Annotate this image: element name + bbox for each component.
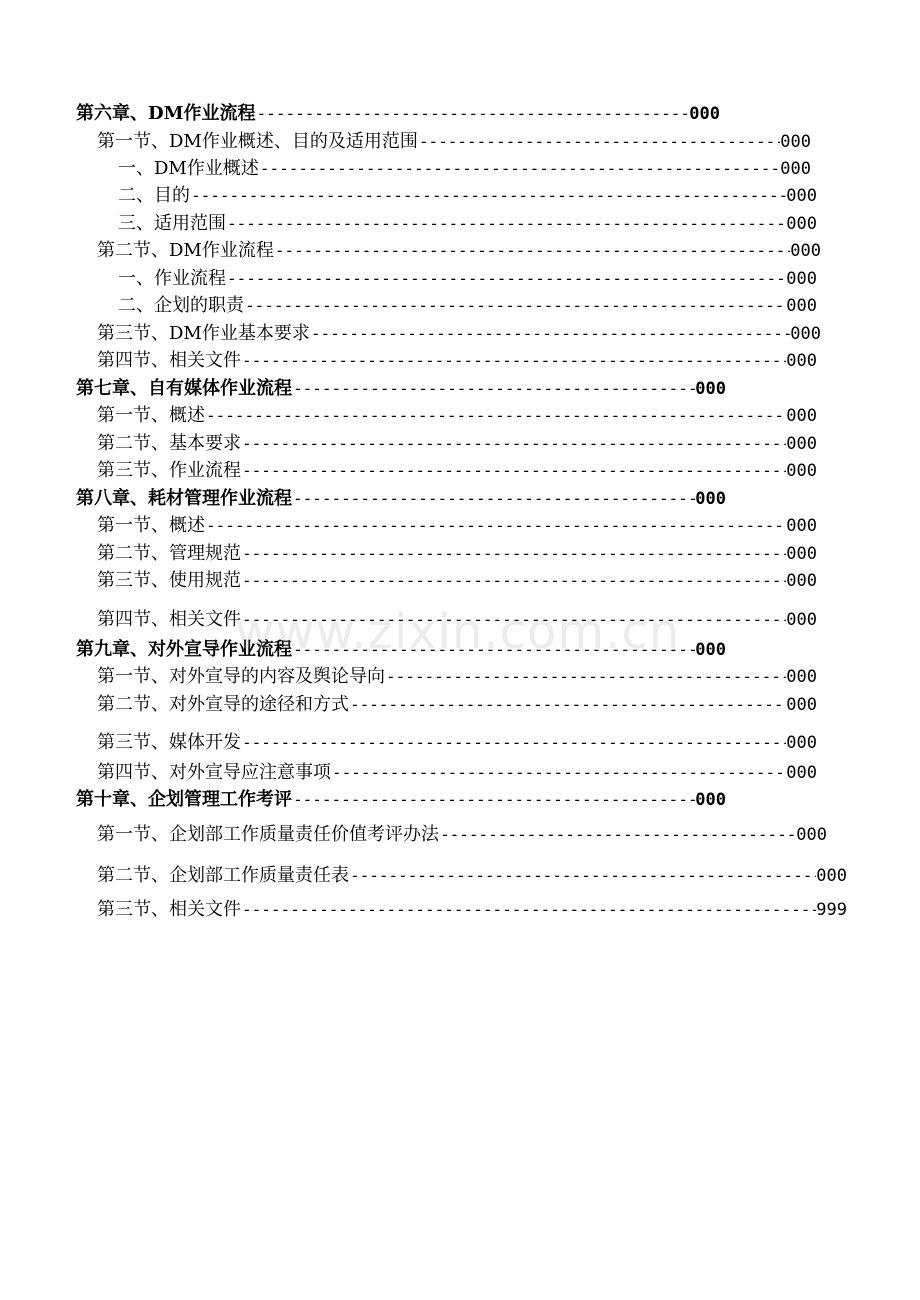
toc-leader <box>292 486 695 512</box>
toc-label: 二、企划的职责 <box>118 295 244 316</box>
toc-label: 第十章、企划管理工作考评 <box>76 789 292 810</box>
toc-leader <box>205 403 786 429</box>
toc-label: 一、作业流程 <box>118 268 226 289</box>
toc-chapter-9[interactable] <box>76 637 726 663</box>
toc-page-number: 000 <box>786 571 817 591</box>
toc-page-number: 000 <box>786 406 817 426</box>
toc-leader <box>241 431 786 457</box>
toc-leader <box>241 541 786 567</box>
toc-chapter-6[interactable] <box>76 101 720 127</box>
toc-leader <box>292 787 695 813</box>
toc-leader <box>385 664 786 690</box>
toc-label: 第三节、作业流程 <box>97 460 241 481</box>
toc-chapter-10[interactable] <box>76 787 726 813</box>
toc-leader <box>241 458 786 484</box>
toc-label: 第二节、DM作业流程 <box>97 240 274 261</box>
toc-leader <box>310 321 790 347</box>
toc-label: 第四节、相关文件 <box>97 609 241 630</box>
toc-page-number: 000 <box>689 104 720 124</box>
toc-page-number: 000 <box>786 610 817 630</box>
toc-section[interactable] <box>97 513 817 539</box>
toc-section[interactable] <box>97 692 817 718</box>
toc-leader <box>418 129 780 155</box>
toc-section[interactable] <box>97 863 847 889</box>
toc-page-number: 000 <box>786 733 817 753</box>
toc-section[interactable] <box>97 348 817 374</box>
toc-section[interactable] <box>97 321 821 347</box>
toc-leader <box>292 637 695 663</box>
toc-leader <box>226 266 786 292</box>
toc-page-number: 000 <box>786 434 817 454</box>
toc-section[interactable] <box>97 403 817 429</box>
toc-subsection[interactable] <box>118 156 811 182</box>
toc-page-number: 000 <box>786 461 817 481</box>
toc-leader <box>259 156 780 182</box>
toc-subsection[interactable] <box>118 211 817 237</box>
toc-label: 第八章、耗材管理作业流程 <box>76 488 292 509</box>
toc-label: 第六章、DM作业流程 <box>76 103 256 124</box>
toc-leader <box>205 513 786 539</box>
toc-subsection[interactable] <box>118 266 817 292</box>
toc-page-number: 000 <box>816 866 847 886</box>
toc-label: 第二节、对外宣导的途径和方式 <box>97 694 349 715</box>
toc-page-number: 999 <box>816 900 847 920</box>
toc-leader <box>349 692 786 718</box>
toc-page-number: 000 <box>786 695 817 715</box>
toc-page-number: 000 <box>786 544 817 564</box>
toc-page-number: 000 <box>786 186 817 206</box>
toc-page-number: 000 <box>695 379 726 399</box>
toc-page-number: 000 <box>786 269 817 289</box>
toc-page-number: 000 <box>786 214 817 234</box>
toc-page-number: 000 <box>695 790 726 810</box>
toc-label: 第三节、使用规范 <box>97 570 241 591</box>
toc-leader <box>241 568 786 594</box>
toc-leader <box>292 376 695 402</box>
toc-section[interactable] <box>97 568 817 594</box>
toc-leader <box>274 238 790 264</box>
toc-page-number: 000 <box>786 763 817 783</box>
toc-label: 第三节、相关文件 <box>97 899 241 920</box>
toc-label: 第四节、相关文件 <box>97 350 241 371</box>
toc-section[interactable] <box>97 431 817 457</box>
toc-leader <box>190 183 786 209</box>
toc-leader <box>241 607 786 633</box>
toc-label: 第一节、企划部工作质量责任价值考评办法 <box>97 824 439 845</box>
toc-label: 第二节、企划部工作质量责任表 <box>97 865 349 886</box>
toc-label: 第二节、管理规范 <box>97 543 241 564</box>
toc-chapter-7[interactable] <box>76 376 726 402</box>
toc-leader <box>241 897 816 923</box>
toc-label: 第二节、基本要求 <box>97 433 241 454</box>
toc-leader <box>226 211 786 237</box>
toc-label: 二、目的 <box>118 185 190 206</box>
toc-page-number: 000 <box>780 159 811 179</box>
toc-page-number: 000 <box>786 296 817 316</box>
toc-leader <box>331 760 786 786</box>
toc-label: 第一节、概述 <box>97 515 205 536</box>
toc-subsection[interactable] <box>118 293 817 319</box>
toc-chapter-8[interactable] <box>76 486 726 512</box>
watermark-text: www.zixin.com.cn <box>235 604 681 660</box>
toc-section[interactable] <box>97 238 821 264</box>
toc-leader <box>349 863 816 889</box>
toc-label: 第一节、概述 <box>97 405 205 426</box>
toc-label: 第四节、对外宣导应注意事项 <box>97 762 331 783</box>
toc-label: 第三节、媒体开发 <box>97 732 241 753</box>
toc-section[interactable] <box>97 541 817 567</box>
toc-label: 第三节、DM作业基本要求 <box>97 323 310 344</box>
toc-section[interactable] <box>97 822 827 848</box>
toc-page-number: 000 <box>695 640 726 660</box>
toc-leader <box>241 348 786 374</box>
toc-page-number: 000 <box>695 489 726 509</box>
toc-subsection[interactable] <box>118 183 817 209</box>
toc-section[interactable] <box>97 730 817 756</box>
toc-section[interactable] <box>97 129 811 155</box>
toc-section[interactable] <box>97 458 817 484</box>
toc-section[interactable] <box>97 664 817 690</box>
toc-leader <box>241 730 786 756</box>
toc-section[interactable] <box>97 607 817 633</box>
toc-label: 第一节、对外宣导的内容及舆论导向 <box>97 666 385 687</box>
toc-page-number: 000 <box>786 351 817 371</box>
toc-label: 第七章、自有媒体作业流程 <box>76 378 292 399</box>
toc-leader <box>256 101 690 127</box>
toc-leader <box>244 293 786 319</box>
toc-label: 第一节、DM作业概述、目的及适用范围 <box>97 131 418 152</box>
toc-page-number: 000 <box>796 825 827 845</box>
toc-label: 第九章、对外宣导作业流程 <box>76 639 292 660</box>
toc-page-number: 000 <box>790 324 821 344</box>
toc-page-number: 000 <box>786 667 817 687</box>
toc-section[interactable] <box>97 760 817 786</box>
toc-leader <box>439 822 796 848</box>
toc-label: 一、DM作业概述 <box>118 158 259 179</box>
toc-page-number: 000 <box>790 241 821 261</box>
toc-page-number: 000 <box>786 516 817 536</box>
toc-page-number: 000 <box>780 132 811 152</box>
toc-section[interactable] <box>97 897 847 923</box>
toc-label: 三、适用范围 <box>118 213 226 234</box>
